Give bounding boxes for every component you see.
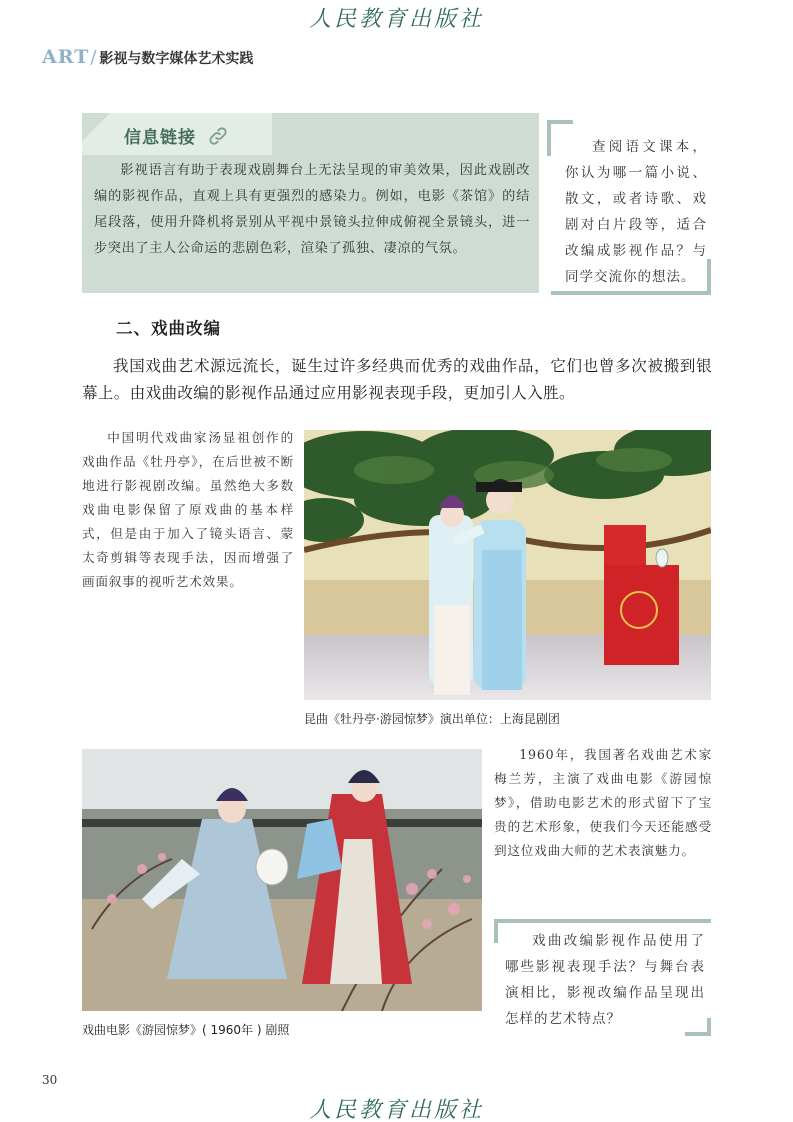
series-label: ART (42, 46, 90, 68)
publisher-logo-bottom: 人民教育出版社 (308, 1098, 484, 1122)
discussion-text-2: 戏曲改编影视作品使用了哪些影视表现手法？与舞台表演相比，影视改编作品呈现出怎样的艺术特点？ (505, 933, 705, 1027)
caption-kunqu: 昆曲《牡丹亭·游园惊梦》演出单位：上海昆剧团 (304, 712, 560, 726)
frame-corner (547, 120, 551, 156)
running-head (42, 46, 253, 68)
discussion-box-1 (547, 120, 711, 295)
film-still-photo (82, 749, 482, 1011)
info-box-text: 影视语言有助于表现戏剧舞台上无法呈现的审美效果，因此戏剧改编的影视作品，直观上具有更强烈的感染力。例如，电影《茶馆》的结尾段落，使用升降机将景别从平视中景镜头拉伸成俯视全景镜头，进一步突出了主人公命运的悲剧色彩，渲染了孤独、凄凉的气氛。 (94, 163, 530, 256)
page-number: 30 (42, 1073, 58, 1087)
frame-corner (685, 1032, 711, 1036)
intro-paragraph: 我国戏曲艺术源远流长，诞生过许多经典而优秀的戏曲作品，它们也曾多次被搬到银幕上。由戏曲改编的影视作品通过应用影视表现手段，更加引人入胜。 (82, 357, 712, 402)
kunqu-stage-photo (304, 430, 711, 700)
info-link-box (82, 113, 539, 293)
publisher-logo-top: 人民教育出版社 (308, 7, 484, 32)
frame-corner (547, 120, 573, 124)
link-icon (207, 125, 229, 147)
frame-corner (707, 259, 711, 295)
section-heading: 二、戏曲改编 (116, 319, 221, 338)
caption-film-still: 戏曲电影《游园惊梦》( 1960年 ) 剧照 (82, 1023, 290, 1037)
frame-corner (551, 291, 711, 295)
frame-corner (494, 919, 711, 923)
discussion-box-2 (494, 919, 711, 1036)
book-title: 影视与数字媒体艺术实践 (99, 51, 254, 67)
film-still-illustration (82, 749, 482, 1011)
info-box-title: 信息链接 (124, 128, 196, 148)
kunqu-stage-illustration (304, 430, 711, 700)
series-separator: / (90, 47, 97, 68)
side-text-peony-pavilion: 中国明代戏曲家汤显祖创作的戏曲作品《牡丹亭》，在后世被不断地进行影视剧改编。虽然绝大多数戏曲电影保留了原戏曲的基本样式，但是由于加入了镜头语言、蒙太奇剪辑等表现手法，因而增强了画面叙事的视听艺术效果。 (82, 430, 294, 589)
discussion-text-1: 查阅语文课本，你认为哪一篇小说、散文，或者诗歌、戏剧对白片段等，适合改编成影视作品？与同学交流你的想法。 (565, 139, 707, 285)
side-text-mei-lanfang: 1960年，我国著名戏曲艺术家梅兰芳，主演了戏曲电影《游园惊梦》，借助电影艺术的形式留下了宝贵的艺术形象，使我们今天还能感受到这位戏曲大师的艺术表演魅力。 (494, 747, 712, 858)
